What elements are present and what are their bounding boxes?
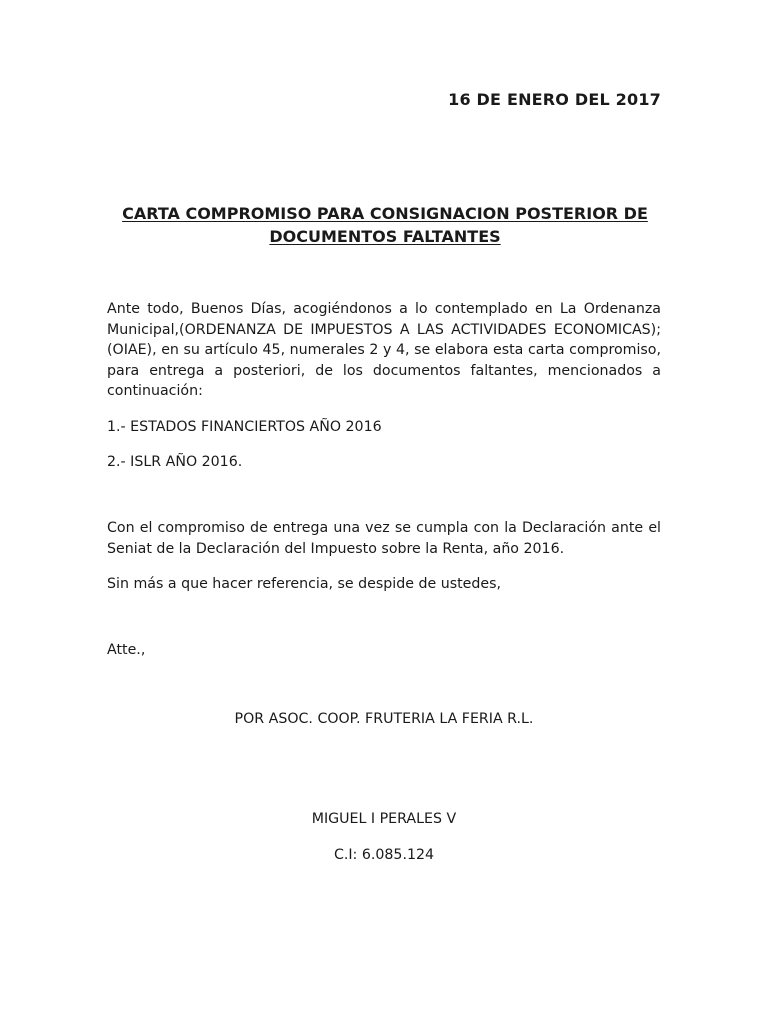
closing-line: Sin más a que hacer referencia, se despide de ustedes, <box>107 576 502 592</box>
intro-paragraph: Ante todo, Buenos Días, acogiéndonos a lo contemplado en La Ordenanza Municipal,(ORDENANZA DE IMPUESTOS A LAS ACTIVIDADES ECONOMICAS); (OIAE), en su artículo 45, numerales 2 y 4, se elabora esta carta compromiso, para entrega a posteriori, de los documentos faltantes, mencionados a continuación: <box>107 301 661 399</box>
letter-title: CARTA COMPROMISO PARA CONSIGNACION POSTERIOR DE DOCUMENTOS FALTANTES <box>122 204 648 246</box>
list-item-2: 2.- ISLR AÑO 2016. <box>107 454 243 470</box>
signer-id: C.I: 6.085.124 <box>333 847 435 863</box>
organization-name: POR ASOC. COOP. FRUTERIA LA FERIA R.L. <box>234 711 534 727</box>
salutation: Atte., <box>107 642 146 658</box>
letter-date: 16 DE ENERO DEL 2017 <box>448 90 661 109</box>
signer-name: MIGUEL I PERALES V <box>311 811 457 827</box>
commitment-paragraph: Con el compromiso de entrega una vez se cumpla con la Declaración ante el Seniat de la Declaración del Impuesto sobre la Renta, año 2016. <box>107 520 661 557</box>
list-item-1: 1.- ESTADOS FINANCIERTOS AÑO 2016 <box>107 419 382 435</box>
